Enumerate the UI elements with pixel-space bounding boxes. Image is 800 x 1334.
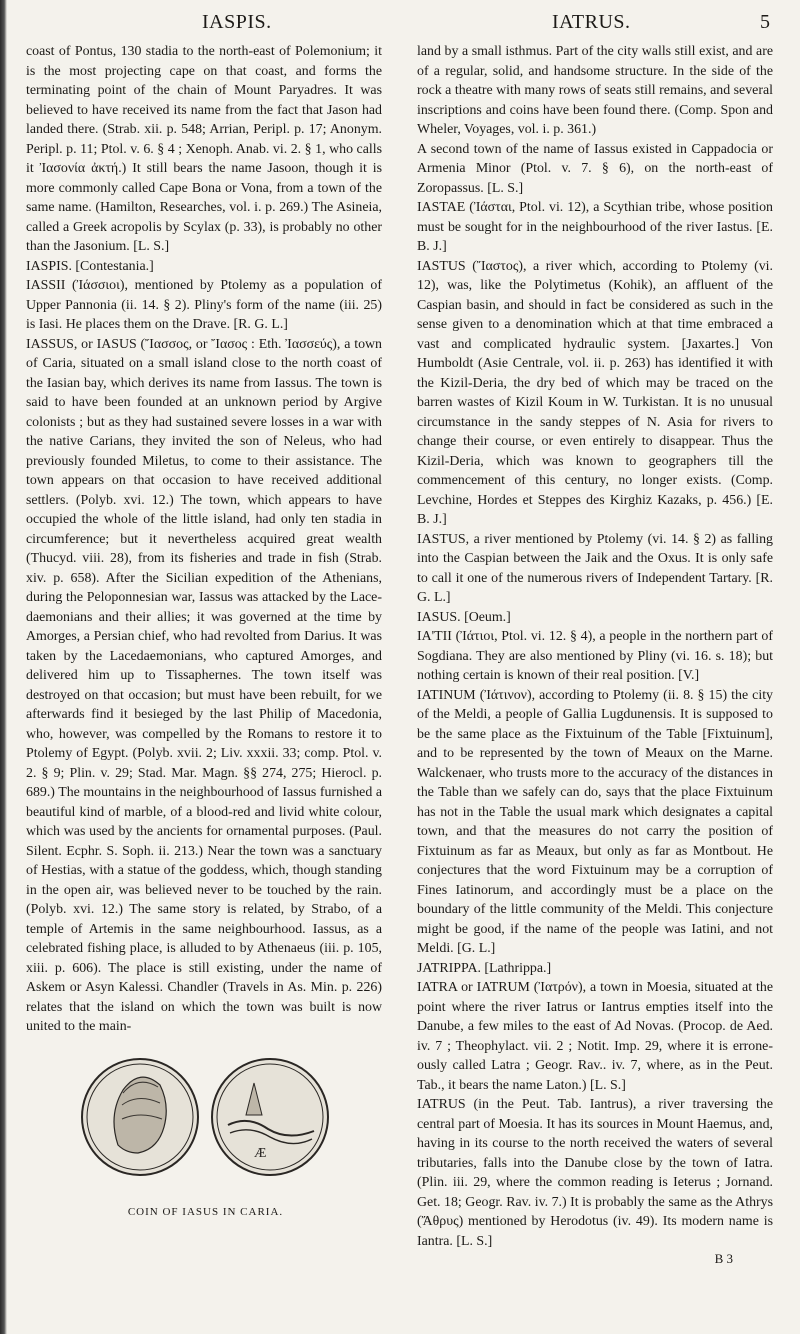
coin-illustration [78, 1045, 333, 1195]
paragraph-iatinum: IATINUM (Ἰάτινον), according to Ptolemy (ii. 8. § 15) the city of the Meldi, a people of Gallia Lugdunensis. It is supposed to be the same place as the Fixtuinum of the Table [Fixtuinum], and to be represented by the town of Meaux on the Marne. Walckenaer, who trusts more to the accuracy of the distances in the Table than we safely can do, says that the place Fixtuinum has not in the Table the usual mark which designates a capital town, and that the measures do not carry the position of Fixtuinum as far as Meaux, but only as far as Montbout. He conjectures that the word Fixtuinum may be a corruption of Fines Iatinorum, and accordingly must be a place on the boundary of the little community of the Meldi. This conjecture might be good, if the name of the people was Iatini, and not Meldi. [G. L.] [417, 687, 773, 956]
paragraph-iaspis: IASPIS. [Contestania.] [26, 258, 154, 274]
running-head-left: IASPIS. [202, 11, 272, 33]
paragraph-iastae: IASTAE (Ἰάσται, Ptol. vi. 12), a Scythian tribe, whose position must be sought for in the neighbourhood of the river Iastus. [E. B. J.] [417, 200, 773, 254]
paragraph-iassii: IASSII (Ἰάσσιοι), mentioned by Ptolemy as a population of Upper Pannonia (ii. 14. § 2). Pliny's form of the name (iii. 25) is Iasi. He places them on the Drave. [R. G. L.] [26, 278, 382, 332]
coin-caption: COIN OF IASUS IN CARIA. [127, 1206, 284, 1218]
paragraph-jasonium: coast of Pontus, 130 stadia to the north-east of Polemonium; it is the most projecting cape on that coast, and forms the terminating point of the chain of Mount Paryadres. It was believed to have received its name from the fact that Jason had landed there. (Strab. xii. p. 548; Arrian, Peripl. p. 17; Anonym. Peripl. p. 11; Ptol. v. 6. § 4 ; Xenoph. Anab. vi. 2. § 1, who calls it Ἰασονία ἀκτή.) It still bears the name Jasoon, though it is more commonly called Cape Bona or Vona, from a town of the same name. (Hamilton, Researches, vol. i. p. 269.) The Asineia, called a Greek acropolis by Scylax (p. 33), is probably no other than the Jasonium. [L. S.] [26, 44, 382, 254]
paragraph-iastus-2: IASTUS, a river mentioned by Ptolemy (vi. 14. § 2) as falling into the Caspian between the Jaik and the Oxus. It is only safe to call it one of the numerous rivers of Independent Tartary. [R. G. L.] [417, 531, 773, 605]
running-head-right: IATRUS. [552, 11, 631, 33]
paragraph-iasus: IASUS. [Oeum.] [417, 609, 511, 625]
right-column [417, 42, 773, 1269]
page-number: 5 [760, 11, 771, 33]
paragraph-iatra: IATRA or IATRUM (Ἰατρόν), a town in Moesia, situated at the point where the river Iatrus or Iantrus empties itself into the Danube, a few miles to the east of Ad Novas. (Procop. de Aed. iv. 7 ; Theophylact. vii. 2 ; Notit. Imp. 29, where it is erroneously called Latra ; Geogr. Rav.. iv. 7, where, as in the Peut. Tab., it bears the name Laton.) [L. S.] [417, 980, 773, 1093]
coin-mark: Æ [254, 1145, 267, 1161]
page-edge [0, 0, 7, 1334]
paragraph-iastus-1: IASTUS (Ἴαστος), a river which, according to Ptolemy (vi. 12), was, like the Polytimetus (Kohik), an affluent of the Caspian basin, and should in fact be considered as such in the sense given to a denomination which at that time embraced a vast and complicated hydraulic system. [Jaxartes.] Von Humboldt (Asie Centrale, vol. ii. p. 263) has identified it with the Kizil-Deria, the dry bed of which may be traced on the barren wastes of Kizil Koum in W. Turkistan. It is no unusual circumstance in the sandy steppes of N. Asia for rivers to change their course, or even entirely to disappear. Thus the Kizil-Deria, which was known to geographers till the commencement of this century, no longer exists. (Comp. Levchine, Hordes et Steppes des Kirghiz Kazaks, p. 456.) [E. B. J.] [417, 258, 773, 527]
paragraph-iatrus: IATRUS (in the Peut. Tab. Iantrus), a river traversing the central part of Moesia. It has its sources in Mount Haemus, and, having in its course to the north received the waters of several tributaries, falls into the Danube close by the town of Iatra. (Plin. iii. 29, where the common reading is Ieterus ; Jornand. Get. 18; Geogr. Rav. iv. 7.) It is probably the same as the Athrys (Ἄθρυς) mentioned by Herodotus (iv. 49). Its modern name is Iantra. [L. S.] [417, 1097, 773, 1249]
paragraph-iatii: IA'TII (Ἰάτιοι, Ptol. vi. 12. § 4), a people in the northern part of Sogdiana. They are also mentioned by Pliny (vi. 16. s. 18); but nothing certain is known of their real position. [V.] [417, 629, 773, 683]
paragraph-iassus-second: A second town of the name of Iassus existed in Cappadocia or Armenia Minor (Ptol. v. 7. § 6), on the north-east of Zoropassus. [L. S.] [417, 141, 773, 196]
left-column [26, 42, 382, 1223]
paragraph-iassus-cont: land by a small isthmus. Part of the city walls still exist, and are of a regular, solid, and handsome structure. In the side of the rock a theatre with many rows of seats still remains, and several inscriptions and coins have been found there. (Comp. Spon and Wheler, Voyages, vol. i. p. 361.) [417, 44, 773, 137]
paragraph-iassus: IASSUS, or IASUS (Ἴασσος, or Ἴασος : Eth. Ἰασσεύς), a town of Caria, situated on a small island close to the north coast of the Iasian bay, which derives its name from Iassus. The town is said to have been founded at an unknown period by Argive colonists ; but as they had sustained severe losses in a war with the native Carians, they invited the son of Neleus, who had previously founded Miletus, to come to their assistance. The town appears on that occasion to have received additional settlers. (Polyb. xvi. 12.) The town, which appears to have occupied the whole of the little island, had only ten stadia in circumference; but it nevertheless acquired great wealth (Thucyd. viii. 28), from its fisheries and trade in fish (Strab. xiv. p. 658). After the Sicilian expedition of the Athenians, during the Peloponnesian war, Iassus was attacked by the Lacedaemonians and their allies; it was governed at the time by Amorges, a Persian chief, who had revolted from Darius. It was taken by the Lacedaemonians, who captured Amorges, and delivered him up to Tissaphernes. The town itself was destroyed on that occasion; but must have been rebuilt, for we afterwards find it besieged by the last Philip of Macedonia, who, however, was compelled by the Romans to restore it to Ptolemy of Egypt. (Polyb. xvii. 2; Liv. xxxii. 33; comp. Ptol. v. 2. § 9; Plin. v. 29; Stad. Mar. Magn. §§ 274, 275; Hierocl. p. 689.) The mountains in the neighbourhood of Iassus furnished a beautiful kind of marble, of a blood-red and livid white colour, which was used by the ancients for ornamental purposes. (Paul. Silent. Ecphr. S. Soph. ii. 213.) Near the town was a sanctuary of Hestias, with a statue of the goddess, which, though standing in the open air, was believed never to be touched by the rain. (Polyb. xvi. 12.) The same story is related, by Strabo, of a temple of Artemis in the same neighbourhood. Iassus, as a celebrated fishing place, is alluded to by Athenaeus (iii. p. 105, xiii. p. 606). The place is still existing, under the name of Askem or Asyn Kalessi. Chandler (Travels in As. Min. p. 226) relates that the island on which the town was built is now united to the main- [26, 336, 382, 1034]
coin-figure [78, 1045, 333, 1223]
signature-mark: B 3 [714, 1251, 733, 1266]
paragraph-jatrippa: JATRIPPA. [Lathrippa.] [417, 960, 552, 976]
